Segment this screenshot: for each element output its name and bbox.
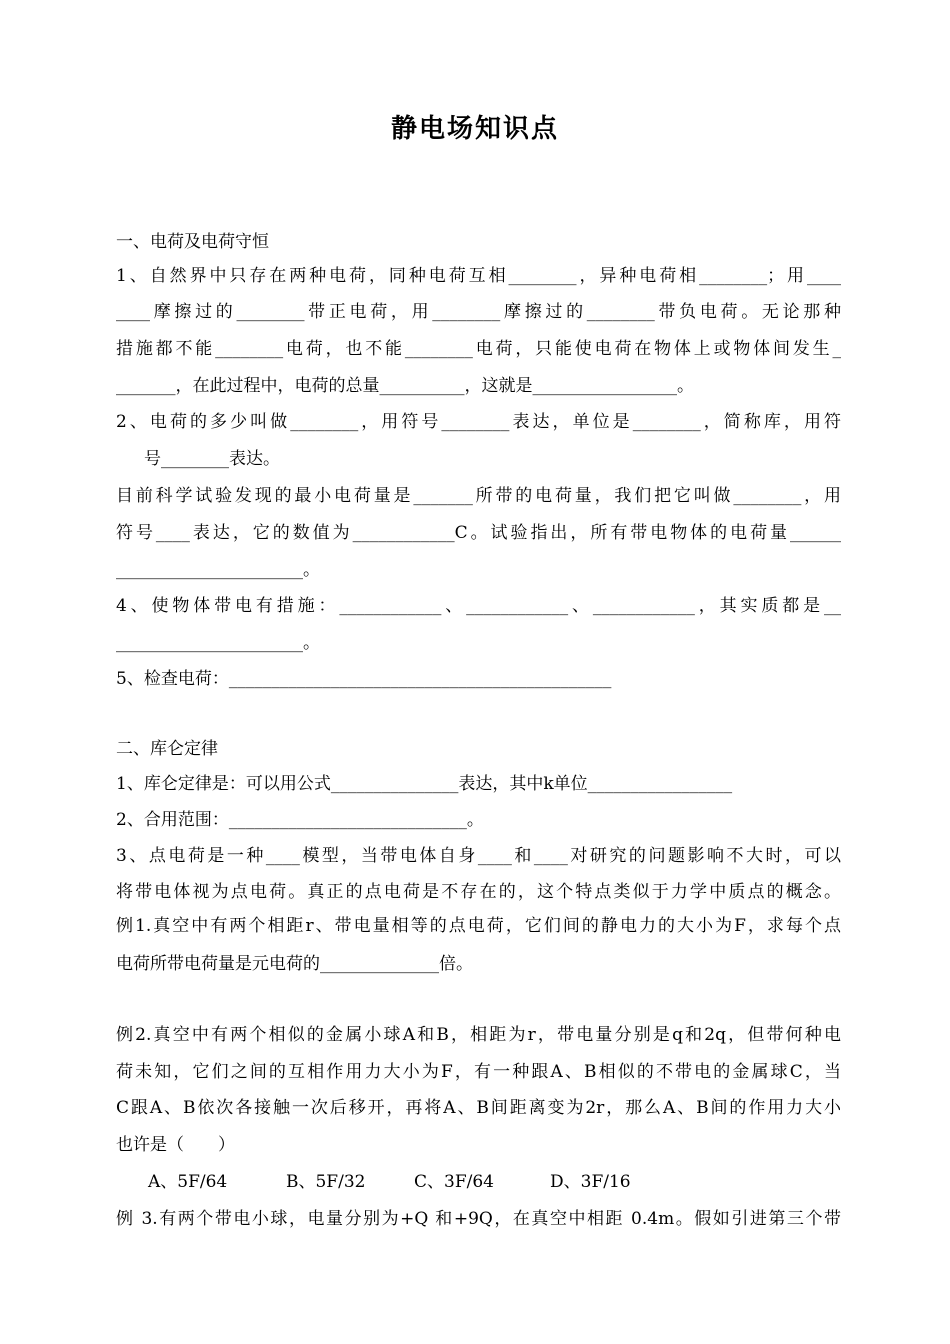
text-line: 目前科学试验发现的最小电荷量是_______所带的电荷量，我们把它叫做________，用 bbox=[116, 486, 841, 506]
text-line: 也许是（ ） bbox=[116, 1135, 235, 1155]
section-heading: 一、电荷及电荷守恒 bbox=[116, 232, 269, 252]
text-line: 3、点电荷是一种____模型，当带电体自身____和____对研究的问题影响不大时，可以 bbox=[116, 846, 841, 866]
text-line: 措施都不能________电荷，也不能________电荷，只能使电荷在物体上或物体间发生_ bbox=[116, 339, 841, 359]
text-line: 电荷所带电荷量是元电荷的______________倍。 bbox=[116, 954, 473, 974]
text-line: _______，在此过程中，电荷的总量__________，这就是_________________。 bbox=[116, 376, 694, 396]
option-a: A、5F/64 bbox=[148, 1172, 228, 1192]
option-b: B、5F/32 bbox=[286, 1172, 366, 1192]
text-line: 1、自然界中只存在两种电荷，同种电荷互相________，异种电荷相________；用____ bbox=[116, 266, 841, 286]
page-title: 静电场知识点 bbox=[390, 114, 559, 144]
text-line: 例 3.有两个带电小球，电量分别为+Q 和+9Q，在真空中相距 0.4m。假如引进第三个带 bbox=[116, 1209, 841, 1229]
text-line: 4、使物体带电有措施：____________、____________、____________，其实质都是__ bbox=[116, 596, 841, 616]
text-line: 例1.真空中有两个相距r、带电量相等的点电荷，它们间的静电力的大小为F，求每个点 bbox=[116, 916, 841, 936]
option-c: C、3F/64 bbox=[414, 1172, 494, 1192]
text-line: 1、库仑定律是：可以用公式_______________表达，其中k单位_________________ bbox=[116, 774, 733, 794]
option-d: D、3F/16 bbox=[550, 1172, 631, 1192]
text-line: 将带电体视为点电荷。真正的点电荷是不存在的，这个特点类似于力学中质点的概念。 bbox=[116, 882, 841, 902]
text-line: 荷未知，它们之间的互相作用力大小为F，有一种跟A、B相似的不带电的金属球C，当 bbox=[116, 1062, 841, 1082]
text-line: C跟A、B依次各接触一次后移开，再将A、B间距离变为2r，那么A、B间的作用力大小 bbox=[116, 1098, 841, 1118]
text-line: 5、检查电荷：_____________________________________________ bbox=[116, 669, 612, 689]
text-line: 例2.真空中有两个相似的金属小球A和B，相距为r，带电量分别是q和2q，但带何种电 bbox=[116, 1025, 841, 1045]
text-line: 号________表达。 bbox=[144, 449, 280, 469]
text-line: ____摩擦过的________带正电荷，用________摩擦过的________带负电荷。无论那种 bbox=[116, 302, 841, 322]
text-line: 符号____表达，它的数值为____________C。试验指出，所有带电物体的电荷量______ bbox=[116, 523, 841, 543]
section-heading: 二、库仑定律 bbox=[116, 739, 218, 759]
text-line: 2、电荷的多少叫做________，用符号________表达，单位是________，简称库，用符 bbox=[116, 412, 841, 432]
text-line: ______________________。 bbox=[116, 560, 320, 580]
text-line: ______________________。 bbox=[116, 633, 320, 653]
text-line: 2、合用范围：____________________________。 bbox=[116, 810, 484, 830]
